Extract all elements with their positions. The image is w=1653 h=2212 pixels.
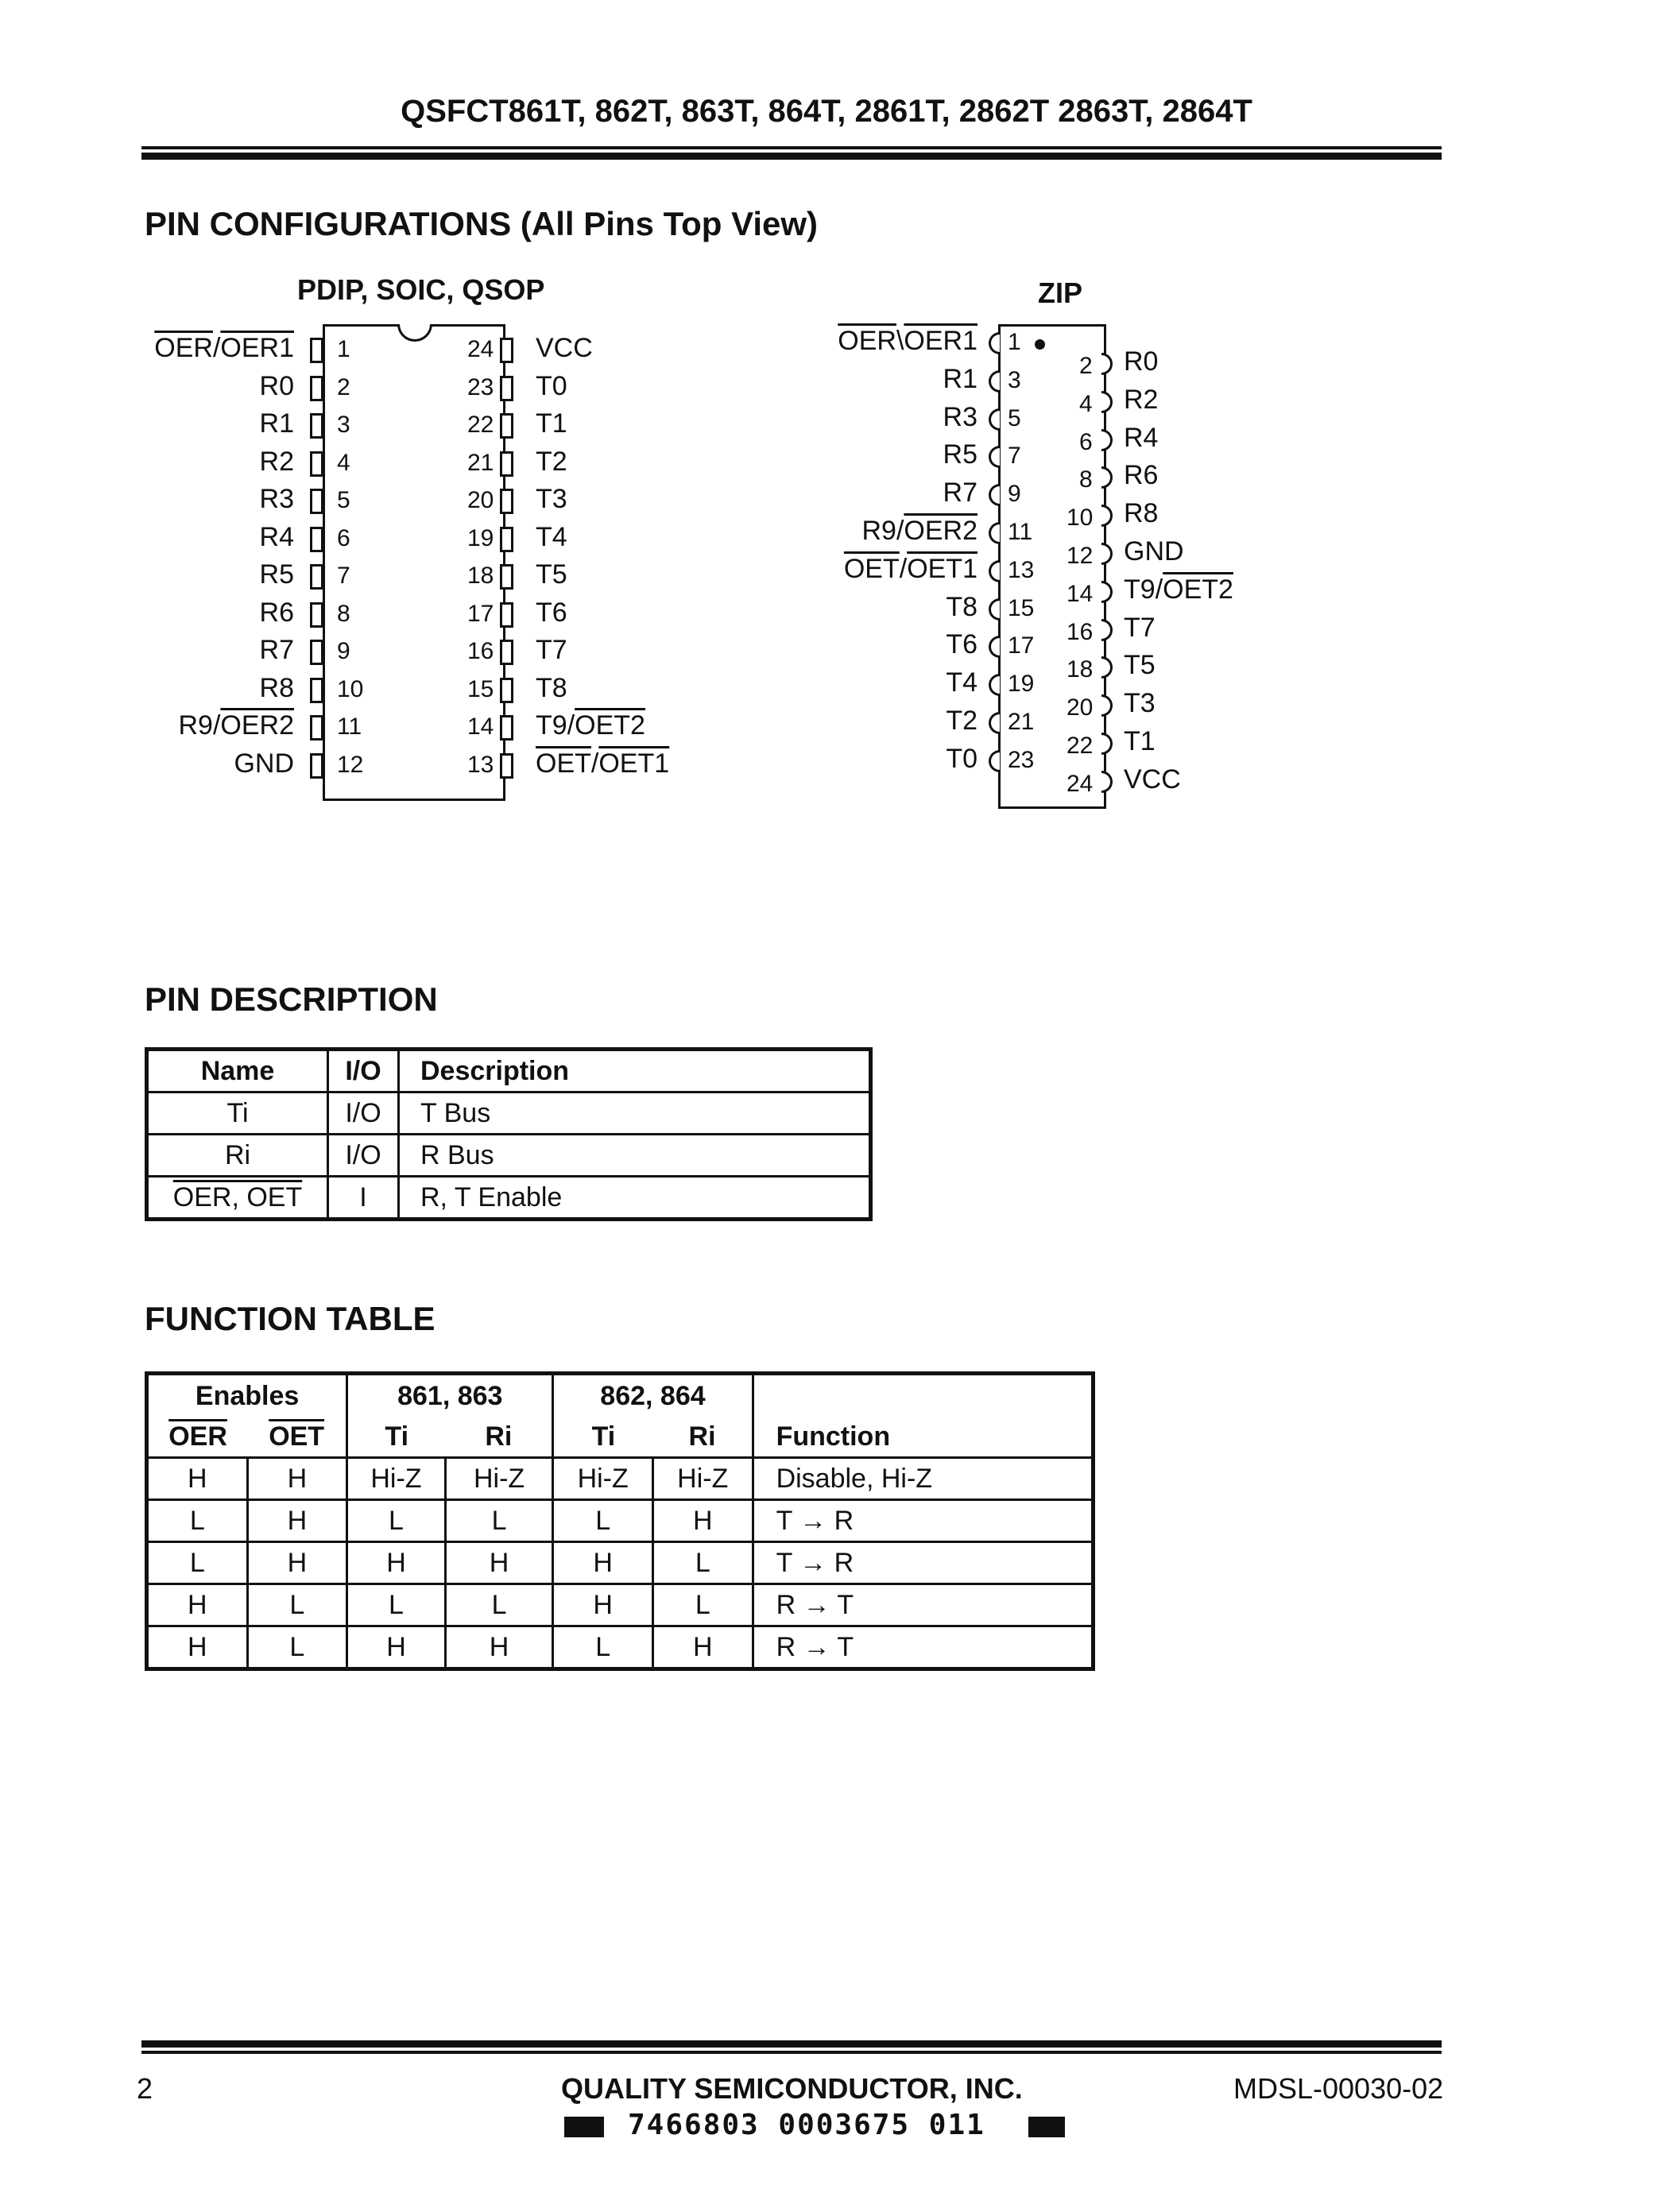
pin-stub	[500, 753, 513, 779]
pin-number: 5	[337, 487, 350, 513]
cell: Hi-Z	[445, 1458, 553, 1500]
pin-desc: T Bus	[399, 1092, 871, 1135]
cell: H	[147, 1458, 248, 1500]
pin-stub	[310, 413, 323, 439]
pin-stub	[989, 750, 1000, 772]
pin-stub	[1101, 429, 1113, 451]
pin-label: T1	[1124, 726, 1156, 756]
pin-number: 13	[1008, 556, 1035, 583]
cell: L	[147, 1542, 248, 1584]
pin-label: T5	[1124, 650, 1156, 681]
pin-stub	[500, 640, 513, 665]
pin-number: 24	[1067, 770, 1094, 797]
pin-label: T5	[536, 559, 567, 590]
cell: L	[247, 1626, 347, 1669]
cell: H	[147, 1626, 248, 1669]
table-row	[147, 1626, 1094, 1669]
cell: Hi-Z	[652, 1458, 753, 1500]
table-row	[147, 1500, 1094, 1542]
pin-stub	[989, 560, 1000, 582]
pin-stub	[310, 564, 323, 590]
cell: L	[445, 1500, 553, 1542]
pin-label: T2	[536, 446, 567, 477]
header-ri: Ri	[652, 1417, 753, 1458]
pin-number: 18	[1067, 656, 1094, 683]
pin-label: R7	[259, 635, 294, 665]
barcode-block-right	[1028, 2117, 1065, 2137]
pin-number: 24	[467, 336, 494, 362]
pin-label: GND	[234, 748, 294, 779]
pin-stub	[310, 376, 323, 401]
pin-number: 10	[1067, 505, 1094, 532]
pin-label: GND	[1124, 536, 1184, 567]
header-ti: Ti	[553, 1417, 653, 1458]
pin-stub	[989, 370, 1000, 393]
pin-label: R3	[943, 401, 977, 432]
pin-stub	[310, 753, 323, 779]
pin-number: 14	[467, 713, 494, 740]
pin-label: $\overline{OER}\backslash OER1$	[838, 326, 977, 356]
pin-stub	[310, 489, 323, 514]
pin-number: 12	[337, 751, 364, 778]
pin-description-title: PIN DESCRIPTION	[145, 980, 438, 1018]
function-header-spacer	[753, 1374, 1093, 1417]
function-cell: T → R	[753, 1500, 1093, 1542]
pin-number: 18	[467, 563, 494, 589]
header-description: Description	[399, 1050, 871, 1092]
pin-number: 20	[1067, 694, 1094, 721]
header-function: Function	[753, 1417, 1093, 1458]
pin-number: 15	[1008, 594, 1035, 621]
pin-number: 8	[1079, 466, 1093, 493]
pin-number: 14	[1067, 580, 1094, 607]
function-cell: R → T	[753, 1584, 1093, 1626]
pin-label: $\overline{OER}/OER1$	[154, 333, 294, 363]
pin-label: R7	[943, 478, 977, 509]
pin-label: $\overline{OET}/OET1$	[536, 748, 670, 779]
pin-io: I/O	[328, 1135, 399, 1177]
pin-stub	[989, 484, 1000, 506]
pin-label: R8	[1124, 498, 1159, 529]
cell: H	[347, 1542, 446, 1584]
pin-label: R0	[1124, 346, 1159, 377]
table-row	[147, 1584, 1094, 1626]
pin-stub	[989, 446, 1000, 468]
cell: H	[553, 1542, 653, 1584]
pin-number: 22	[1067, 733, 1094, 759]
pin-number: 6	[1079, 428, 1093, 455]
pin-label: R6	[1124, 460, 1159, 491]
header-io: I/O	[328, 1050, 399, 1092]
pin-number: 17	[467, 600, 494, 627]
pin-stub	[1101, 694, 1113, 717]
pin-stub	[989, 332, 1000, 354]
barcode-block-left	[564, 2117, 604, 2137]
barcode-text: 7466803 0003675 011	[628, 2109, 985, 2141]
pin-number: 22	[467, 412, 494, 438]
cell: H	[553, 1584, 653, 1626]
function-table-title: FUNCTION TABLE	[145, 1300, 436, 1337]
cell: H	[652, 1626, 753, 1669]
pin-stub	[500, 376, 513, 401]
pin-number: 4	[337, 449, 350, 476]
pin-label: T0	[946, 743, 977, 774]
cell: H	[247, 1542, 347, 1584]
cell: H	[247, 1458, 347, 1500]
pin-stub	[500, 413, 513, 439]
pin-label: T8	[536, 672, 567, 703]
pin-label: R8	[259, 672, 294, 703]
zip-title: ZIP	[1038, 276, 1083, 309]
pin-label: T1	[536, 408, 567, 439]
pin-number: 13	[467, 751, 494, 778]
pin-label: T4	[536, 521, 567, 552]
pin-label: T3	[536, 484, 567, 514]
pin-stub	[500, 564, 513, 590]
pin-stub	[500, 451, 513, 477]
pin-label: R6	[259, 597, 294, 628]
pin-label: R1	[943, 363, 977, 394]
pin-number: 9	[337, 638, 350, 664]
pin-label: $\overline{OET}/OET1$	[843, 553, 977, 584]
footer-rule-thin	[141, 2051, 1442, 2054]
table-row	[147, 1458, 1094, 1500]
pin-label: T3	[1124, 688, 1156, 719]
pin-label: R4	[259, 521, 294, 552]
pin-label: VCC	[536, 333, 593, 363]
pin-number: 5	[1008, 404, 1021, 431]
pin-label: VCC	[1124, 764, 1181, 795]
pin-number: 19	[1008, 671, 1035, 698]
table-row	[147, 1542, 1094, 1584]
pin-number: 2	[337, 373, 350, 400]
function-table	[145, 1371, 1095, 1671]
pin-number: 11	[337, 713, 362, 740]
pin-stub	[1101, 543, 1113, 565]
function-cell: T → R	[753, 1542, 1093, 1584]
header-oet: $\overline{OET}$	[247, 1417, 347, 1458]
pin-stub	[989, 636, 1000, 658]
cell: L	[445, 1584, 553, 1626]
header-name: Name	[147, 1050, 328, 1092]
pin-number: 20	[467, 487, 494, 513]
header-oer: $\overline{OER}$	[147, 1417, 248, 1458]
header-ti: Ti	[347, 1417, 446, 1458]
header-ri: Ri	[445, 1417, 553, 1458]
group-enables: Enables	[147, 1374, 347, 1417]
pin-desc: R, T Enable	[399, 1177, 871, 1220]
cell: H	[445, 1542, 553, 1584]
pin-stub	[1101, 466, 1113, 489]
cell: H	[445, 1626, 553, 1669]
cell: L	[347, 1500, 446, 1542]
pin-stub	[310, 338, 323, 363]
pin-stub	[1101, 733, 1113, 755]
cell: L	[147, 1500, 248, 1542]
pin-number: 12	[1067, 543, 1094, 569]
pin-label: T2	[946, 706, 977, 736]
pin-number: 10	[337, 675, 364, 702]
pin-label: R9/OER2	[178, 710, 294, 741]
pin-io: I	[328, 1177, 399, 1220]
pin-label: T8	[946, 591, 977, 622]
cell: Hi-Z	[347, 1458, 446, 1500]
pin-number: 8	[337, 600, 350, 627]
pin-stub	[310, 640, 323, 665]
cell: H	[347, 1626, 446, 1669]
pin-stub	[500, 338, 513, 363]
pin-label: T4	[946, 667, 977, 698]
pin-number: 17	[1008, 632, 1035, 659]
cell: Hi-Z	[553, 1458, 653, 1500]
pin-number: 7	[337, 563, 350, 589]
pin-name: OER, OET	[147, 1177, 328, 1220]
pin-stub	[500, 715, 513, 741]
cell: L	[652, 1542, 753, 1584]
pin-number: 16	[467, 638, 494, 664]
pin-stub	[1101, 619, 1113, 641]
pin-number: 7	[1008, 443, 1021, 470]
pin-stub	[500, 527, 513, 552]
table-row	[147, 1092, 871, 1135]
table-row	[147, 1177, 871, 1220]
pin-number: 1	[337, 336, 350, 362]
pin-label: R2	[1124, 384, 1159, 415]
pin-label: R3	[259, 484, 294, 514]
pin-stub	[310, 602, 323, 628]
pin-number: 23	[467, 373, 494, 400]
function-cell: Disable, Hi-Z	[753, 1458, 1093, 1500]
pin-number: 6	[337, 524, 350, 551]
cell: L	[347, 1584, 446, 1626]
pin-label: T7	[1124, 612, 1156, 643]
pin-stub	[1101, 505, 1113, 527]
pin-number: 21	[1008, 709, 1035, 735]
pin-number: 1	[1008, 329, 1021, 355]
group-862-864: 862, 864	[553, 1374, 753, 1417]
pin-number: 11	[1008, 519, 1033, 545]
document-title: QSFCT861T, 862T, 863T, 864T, 2861T, 2862T 2863T, 2864T	[401, 94, 1252, 129]
pin1-dot	[1035, 339, 1045, 350]
pin-number: 15	[467, 675, 494, 702]
pin-label: T9/OET2	[1124, 574, 1233, 605]
cell: L	[247, 1584, 347, 1626]
pin-number: 3	[1008, 366, 1021, 393]
header-rule-thin	[141, 146, 1442, 149]
pin-io: I/O	[328, 1092, 399, 1135]
header-rule-thick	[141, 153, 1442, 160]
cell: H	[652, 1500, 753, 1542]
pin-label: R4	[1124, 422, 1159, 453]
pin-stub	[989, 522, 1000, 544]
pdip-title: PDIP, SOIC, QSOP	[297, 273, 545, 306]
company-name: QUALITY SEMICONDUCTOR, INC.	[561, 2072, 1023, 2105]
pin-stub	[989, 712, 1000, 734]
pin-description-table	[145, 1047, 873, 1221]
pin-stub	[989, 674, 1000, 696]
function-cell: R → T	[753, 1626, 1093, 1669]
cell: L	[553, 1500, 653, 1542]
pin-desc: R Bus	[399, 1135, 871, 1177]
pin-name: Ti	[147, 1092, 328, 1135]
pin-stub	[1101, 391, 1113, 413]
cell: H	[247, 1500, 347, 1542]
pin-label: R5	[943, 439, 977, 470]
pin-number: 3	[337, 412, 350, 438]
pin-stub	[989, 408, 1000, 431]
pin-stub	[500, 678, 513, 703]
pin-label: R5	[259, 559, 294, 590]
pin-label: T9/OET2	[536, 710, 645, 741]
pin-stub	[310, 715, 323, 741]
group-861-863: 861, 863	[347, 1374, 553, 1417]
pin-config-title: PIN CONFIGURATIONS (All Pins Top View)	[145, 205, 819, 242]
pin-label: R2	[259, 446, 294, 477]
document-id: MDSL-00030-02	[1233, 2072, 1444, 2105]
pin-number: 19	[467, 524, 494, 551]
pin-number: 16	[1067, 618, 1094, 645]
pin-stub	[310, 527, 323, 552]
cell: H	[147, 1584, 248, 1626]
pin-stub	[989, 598, 1000, 621]
pin-number: 2	[1079, 353, 1093, 379]
pin-number: 9	[1008, 481, 1021, 508]
pin-label: T7	[536, 635, 567, 665]
pin-stub	[1101, 771, 1113, 793]
page-number: 2	[137, 2072, 153, 2105]
pin-stub	[1101, 581, 1113, 603]
pin-stub	[500, 602, 513, 628]
pin-label: R9/OER2	[861, 516, 977, 546]
cell: L	[652, 1584, 753, 1626]
pin-label: R0	[259, 370, 294, 401]
pin-label: T6	[946, 629, 977, 660]
pin-label: T6	[536, 597, 567, 628]
pin-number: 21	[467, 449, 494, 476]
footer-rule-thick	[141, 2040, 1442, 2048]
pin-name: Ri	[147, 1135, 328, 1177]
pin-stub	[1101, 656, 1113, 679]
cell: L	[553, 1626, 653, 1669]
pin-number: 4	[1079, 390, 1093, 417]
pin-stub	[500, 489, 513, 514]
pin-stub	[310, 451, 323, 477]
pin-stub	[310, 678, 323, 703]
table-row	[147, 1135, 871, 1177]
pin-label: R1	[259, 408, 294, 439]
pin-stub	[1101, 353, 1113, 375]
pin-label: T0	[536, 370, 567, 401]
pin-number: 23	[1008, 746, 1035, 773]
